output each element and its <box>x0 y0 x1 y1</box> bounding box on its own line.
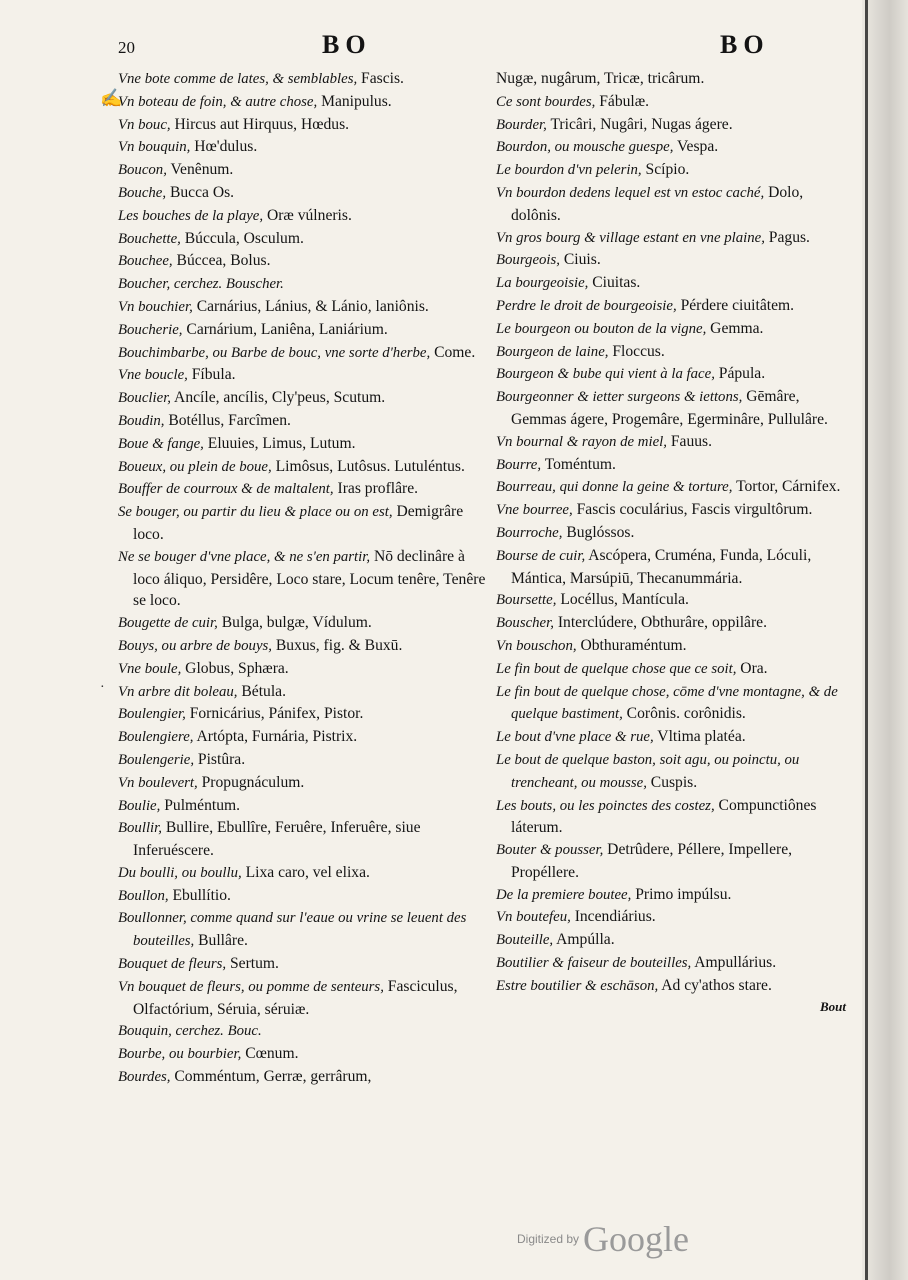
dictionary-entry <box>118 68 488 91</box>
entry-latin: Bullâre. <box>194 932 248 950</box>
entry-headword: Bourgeonner & ietter surgeons & iettons, <box>496 389 743 406</box>
entry-latin: Búccula, Osculum. <box>180 229 304 247</box>
entry-latin: Primo impúlsu. <box>631 885 732 903</box>
dictionary-entry <box>118 817 488 862</box>
dictionary-entry <box>496 454 846 477</box>
dictionary-entry <box>118 795 488 818</box>
entry-headword: Bourgeon de laine, <box>496 343 609 360</box>
entry-headword: Bouquin, cerchez. Bouc. <box>118 1023 262 1040</box>
dictionary-entry <box>496 884 846 907</box>
dictionary-entry <box>118 387 488 410</box>
entry-headword: De la premiere boutee, <box>496 886 632 903</box>
dictionary-entry <box>118 319 488 342</box>
dictionary-entry <box>496 476 846 499</box>
entry-latin: Pagus. <box>764 228 810 246</box>
entry-headword: Les bouches de la playe, <box>118 207 264 224</box>
dictionary-entry <box>118 342 488 365</box>
entry-headword: Bourdon, ou mousche guespe, <box>496 139 674 156</box>
watermark-small: Digitized by <box>517 1232 580 1246</box>
binding-shadow <box>865 0 868 1280</box>
entry-headword: Bouscher, <box>496 615 554 632</box>
entry-latin: Ciuis. <box>559 251 601 269</box>
dictionary-entry <box>118 703 488 726</box>
entry-latin: Comméntum, Gerræ, gerrârum, <box>170 1068 372 1086</box>
dictionary-entry <box>118 501 488 546</box>
dictionary-entry <box>496 295 846 318</box>
entry-latin: Ebullítio. <box>168 886 231 904</box>
dictionary-entry <box>118 159 488 182</box>
running-header-right: BO <box>720 30 770 59</box>
entry-latin: Tortor, Cárnifex. <box>732 478 841 496</box>
entry-latin: Corônis. corônidis. <box>622 705 746 723</box>
dictionary-entry <box>496 589 846 612</box>
dictionary-entry <box>118 410 488 433</box>
dictionary-entry <box>118 907 488 953</box>
entry-headword: Vn bouschon, <box>496 637 577 654</box>
watermark-google: Google <box>583 1219 690 1259</box>
entry-headword: Boucherie, <box>118 321 183 338</box>
dictionary-entry <box>118 658 488 681</box>
page-number: 20 <box>118 38 135 57</box>
entry-latin: Vltima platéa. <box>653 728 746 746</box>
dictionary-entry <box>496 839 846 884</box>
dictionary-entry <box>118 456 488 479</box>
dictionary-entry <box>118 885 488 908</box>
dictionary-entry <box>118 953 488 976</box>
entry-latin: Hœ'dulus. <box>190 138 258 156</box>
dictionary-entry <box>496 431 846 454</box>
entry-latin: Hircus aut Hirquus, Hœdus. <box>170 115 350 133</box>
dictionary-entry <box>118 681 488 704</box>
dictionary-entry <box>118 296 488 319</box>
entry-latin: Ascópera, Cruména, Funda, Lóculi, Mántica, Marsúpiū, Thecanummária. <box>511 546 812 587</box>
dictionary-entry <box>118 364 488 387</box>
entry-latin: Fauus. <box>666 432 713 450</box>
dictionary-entry <box>496 545 846 590</box>
dictionary-entry <box>496 929 846 952</box>
entry-headword: Vn boutefeu, <box>496 909 571 926</box>
entry-headword: Perdre le droit de bourgeoisie, <box>496 297 677 314</box>
entry-headword: Vne bourree, <box>496 502 573 519</box>
entry-latin: Vespa. <box>673 138 719 156</box>
entry-headword: Vn bournal & rayon de miel, <box>496 433 667 450</box>
dictionary-entry <box>496 612 846 635</box>
dictionary-entry <box>118 114 488 137</box>
entry-latin: Pérdere ciuitâtem. <box>676 296 795 314</box>
entry-headword: Les bouts, ou les poinctes des costez, <box>496 797 715 814</box>
entry-latin: Buglóssos. <box>562 523 635 541</box>
dictionary-entry <box>496 658 846 681</box>
dictionary-entry <box>118 1066 488 1089</box>
entry-headword: Boue & fange, <box>118 435 204 452</box>
dictionary-entry <box>496 749 846 795</box>
entry-latin: Scípio. <box>641 161 690 179</box>
entry-latin: Obthuraméntum. <box>576 636 687 654</box>
entry-latin: Carnárium, Laniêna, Laniárium. <box>182 320 388 338</box>
entry-latin: Bucca Os. <box>166 183 235 201</box>
dictionary-entry <box>118 182 488 205</box>
entry-headword: Vn bouquet de fleurs, ou pomme de senteurs, <box>118 978 384 995</box>
entry-latin: Fábulæ. <box>595 92 650 110</box>
dictionary-entry <box>496 681 846 727</box>
entry-latin: Demigrâre loco. <box>133 503 464 543</box>
entry-headword: Bourreau, qui donne la geine & torture, <box>496 479 733 496</box>
entry-headword: Se bouger, ou partir du lieu & place ou on est, <box>118 504 393 521</box>
entry-latin: Propugnáculum. <box>197 773 305 791</box>
dictionary-entry <box>118 726 488 749</box>
entry-headword: Bourbe, ou bourbier, <box>118 1046 242 1063</box>
entry-latin: Ora. <box>736 659 768 677</box>
entry-headword: Le bout de quelque baston, soit agu, ou poinctu, ou trencheant, ou mousse, <box>496 751 800 791</box>
dictionary-entry <box>118 772 488 795</box>
entry-headword: Vn bourdon dedens lequel est vn estoc caché, <box>496 184 765 201</box>
entry-latin: Dolo, dolônis. <box>511 183 804 224</box>
entry-headword: Bourse de cuir, <box>496 547 586 564</box>
entry-headword: Vne bote comme de lates, & semblables, <box>118 71 358 87</box>
entry-latin: Ampúlla. <box>553 931 615 949</box>
dictionary-entry <box>118 1043 488 1066</box>
entry-latin: Iras proflâre. <box>333 480 419 498</box>
entry-latin: Fornicárius, Pánifex, Pistor. <box>185 705 364 723</box>
dictionary-entry <box>118 205 488 228</box>
dictionary-entry <box>496 952 846 975</box>
ink-mark-icon: ✍ <box>100 88 123 108</box>
entry-latin: Nō declinâre à loco áliquo, Persidêre, Loco stare, Locum tenêre, Tenêre se loco. <box>133 547 486 610</box>
entry-latin: Ad cy'athos stare. <box>658 976 772 994</box>
entry-latin: Oræ vúlneris. <box>263 206 352 224</box>
dictionary-entry <box>118 976 488 1021</box>
entry-headword: Bourroche, <box>496 524 563 541</box>
entry-headword: Bouys, ou arbre de bouys, <box>118 637 272 654</box>
page-edge <box>862 0 908 1280</box>
entry-headword: Bougette de cuir, <box>118 615 218 632</box>
dictionary-entry <box>118 273 488 296</box>
entry-headword: Bouquet de fleurs, <box>118 956 227 973</box>
dictionary-entry <box>496 159 846 182</box>
entry-headword: Boulie, <box>118 797 161 814</box>
entry-headword: Boucon, <box>118 162 167 179</box>
entry-headword: Bourre, <box>496 456 542 473</box>
entry-latin: Lixa caro, vel elixa. <box>241 863 370 881</box>
dictionary-entry <box>118 546 488 612</box>
entry-latin: Eluuies, Limus, Lutum. <box>203 434 356 452</box>
dictionary-entry <box>496 182 846 227</box>
entry-latin: Manipulus. <box>317 92 392 110</box>
ink-dot-icon: · <box>100 680 105 695</box>
entry-headword: Vn bouquin, <box>118 139 191 156</box>
entry-headword: Vn bouchier, <box>118 298 193 315</box>
digitized-watermark <box>517 1218 689 1260</box>
entry-latin: Floccus. <box>608 342 665 360</box>
entry-latin: Venênum. <box>166 161 234 179</box>
entry-latin: Cœnum. <box>241 1045 299 1063</box>
entry-headword: Boullonner, comme quand sur l'eaue ou vrine se leuent des bouteilles, <box>118 910 467 950</box>
entry-headword: Boulengier, <box>118 706 186 723</box>
entry-headword: Bouchette, <box>118 230 181 247</box>
dictionary-entry <box>118 612 488 635</box>
entry-headword: Vn gros bourg & village estant en vne plaine, <box>496 229 765 246</box>
dictionary-entry <box>496 499 846 522</box>
entry-latin: Bullire, Ebullîre, Feruêre, Inferuêre, siue Inferuéscere. <box>133 819 421 860</box>
entry-headword: Le bourdon d'vn pelerin, <box>496 162 642 179</box>
entry-latin: Tricâri, Nugâri, Nugas ágere. <box>546 115 733 133</box>
entry-latin: Compunctiônes láterum. <box>511 796 817 837</box>
entry-headword: Bouchimbarbe, ou Barbe de bouc, vne sorte d'herbe, <box>118 344 431 361</box>
dictionary-entry <box>118 228 488 251</box>
entry-headword: Bouter & pousser, <box>496 842 604 859</box>
dictionary-entry <box>118 749 488 772</box>
entry-latin: Toméntum. <box>541 455 616 473</box>
entry-headword: Boulengiere, <box>118 729 194 746</box>
entry-latin: Artópta, Furnária, Pistrix. <box>193 728 358 746</box>
entry-latin: Fasciculus, Olfactórium, Séruia, séruiæ. <box>133 977 458 1018</box>
dictionary-entry <box>496 68 846 91</box>
entry-headword: Boursette, <box>496 592 557 609</box>
dictionary-entry <box>496 249 846 272</box>
entry-latin: Nugæ, nugârum, Tricæ, tricârum. <box>496 70 705 87</box>
entry-headword: Boueux, ou plein de boue, <box>118 458 272 475</box>
dictionary-entry <box>118 91 488 114</box>
entry-headword: Boutilier & faiseur de bouteilles, <box>496 955 692 972</box>
entry-headword: Vn boulevert, <box>118 774 198 791</box>
entry-latin: Gēmâre, Gemmas ágere, Progemâre, Egerminâre, Pullulâre. <box>511 388 828 428</box>
dictionary-entry <box>118 136 488 159</box>
entry-headword: Bourgeon & bube qui vient à la face, <box>496 366 715 383</box>
entry-latin: Ampullárius. <box>691 954 777 972</box>
entry-headword: Le bourgeon ou bouton de la vigne, <box>496 320 707 337</box>
entry-headword: Bourder, <box>496 116 547 133</box>
entry-latin: Interclúdere, Obthurâre, oppilâre. <box>553 614 767 632</box>
dictionary-entry <box>496 114 846 137</box>
entry-latin: Cuspis. <box>646 773 698 791</box>
dictionary-entry <box>496 227 846 250</box>
entry-headword: Bouchee, <box>118 253 173 270</box>
entry-latin: Locéllus, Mantícula. <box>556 591 689 609</box>
dictionary-entry <box>496 318 846 341</box>
entry-latin: Buxus, fig. & Buxū. <box>271 636 403 654</box>
dictionary-entry <box>118 433 488 456</box>
entry-headword: Boucher, cerchez. Bouscher. <box>118 276 284 293</box>
entry-latin: Come. <box>430 343 476 361</box>
dictionary-entry <box>118 478 488 501</box>
dictionary-entry <box>496 906 846 929</box>
entry-headword: Bouteille, <box>496 932 554 949</box>
entry-latin: Pulméntum. <box>160 796 241 814</box>
entry-headword: Vne boucle, <box>118 367 188 384</box>
dictionary-entry <box>496 795 846 840</box>
entry-headword: Bouclier, <box>118 390 172 407</box>
entry-headword: Bourgeois, <box>496 252 560 269</box>
entry-headword: Le fin bout de quelque chose, cōme d'vne montagne, & de quelque bastiment, <box>496 683 838 723</box>
entry-headword: Boulengerie, <box>118 751 195 768</box>
entry-latin: Fíbula. <box>187 366 236 384</box>
right-column <box>496 68 846 1017</box>
dictionary-entry <box>496 522 846 545</box>
dictionary-entry <box>496 363 846 386</box>
entry-headword: Le fin bout de quelque chose que ce soit, <box>496 660 737 677</box>
dictionary-entry <box>496 136 846 159</box>
entry-headword: Vn boteau de foin, & autre chose, <box>118 93 318 110</box>
catchword: Bout <box>819 998 846 1014</box>
dictionary-entry <box>496 91 846 114</box>
entry-headword: Ce sont bourdes, <box>496 93 596 110</box>
entry-latin: Detrûdere, Péllere, Impellere, Propéllere. <box>511 841 793 881</box>
entry-latin: Carnárius, Lánius, & Lánio, laniônis. <box>192 297 429 315</box>
entry-headword: La bourgeoisie, <box>496 275 589 292</box>
dictionary-entry <box>496 272 846 295</box>
entry-latin: Bulga, bulgæ, Vídulum. <box>217 614 372 632</box>
entry-headword: Bourdes, <box>118 1069 171 1086</box>
entry-latin: Fascis coculárius, Fascis virgultôrum. <box>572 501 813 519</box>
entry-latin: Globus, Sphæra. <box>181 659 289 677</box>
entry-headword: Vn bouc, <box>118 116 171 133</box>
entry-headword: Du boulli, ou boullu, <box>118 864 242 881</box>
dictionary-entry <box>496 341 846 364</box>
dictionary-entry <box>118 635 488 658</box>
entry-latin: Pistûra. <box>194 750 246 768</box>
dictionary-entry <box>118 250 488 273</box>
dictionary-entry <box>118 862 488 885</box>
running-header-left: BO <box>322 30 372 59</box>
left-column <box>118 68 488 1089</box>
entry-headword: Vne boule, <box>118 660 182 677</box>
entry-latin: Ancíle, ancílis, Cly'peus, Scutum. <box>171 389 386 407</box>
entry-headword: Ne se bouger d'vne place, & ne s'en partir, <box>118 548 371 565</box>
entry-latin: Búccea, Bolus. <box>172 252 271 270</box>
entry-headword: Bouche, <box>118 184 167 201</box>
entry-latin: Limôsus, Lutôsus. Lutuléntus. <box>271 457 465 475</box>
dictionary-entry <box>496 635 846 658</box>
entry-latin: Sertum. <box>226 955 279 973</box>
entry-latin: Incendiárius. <box>570 908 656 926</box>
dictionary-entry <box>496 726 846 749</box>
entry-latin: Gemma. <box>706 319 764 337</box>
entry-headword: Estre boutilier & eschāson, <box>496 977 659 994</box>
entry-headword: Le bout d'vne place & rue, <box>496 729 654 746</box>
dictionary-entry <box>118 1020 488 1043</box>
entry-latin: Ciuitas. <box>588 274 641 292</box>
dictionary-entry <box>496 975 846 998</box>
dictionary-entry <box>496 386 846 431</box>
entry-latin: Botéllus, Farcîmen. <box>164 411 291 429</box>
entry-latin: Pápula. <box>714 365 766 383</box>
entry-headword: Boudin, <box>118 412 165 429</box>
entry-latin: Fascis. <box>357 70 404 87</box>
entry-headword: Boullir, <box>118 820 162 837</box>
entry-headword: Bouffer de courroux & de maltalent, <box>118 481 334 498</box>
entry-latin: Bétula. <box>237 682 286 700</box>
entry-headword: Vn arbre dit boleau, <box>118 683 238 700</box>
entry-headword: Boullon, <box>118 887 169 904</box>
